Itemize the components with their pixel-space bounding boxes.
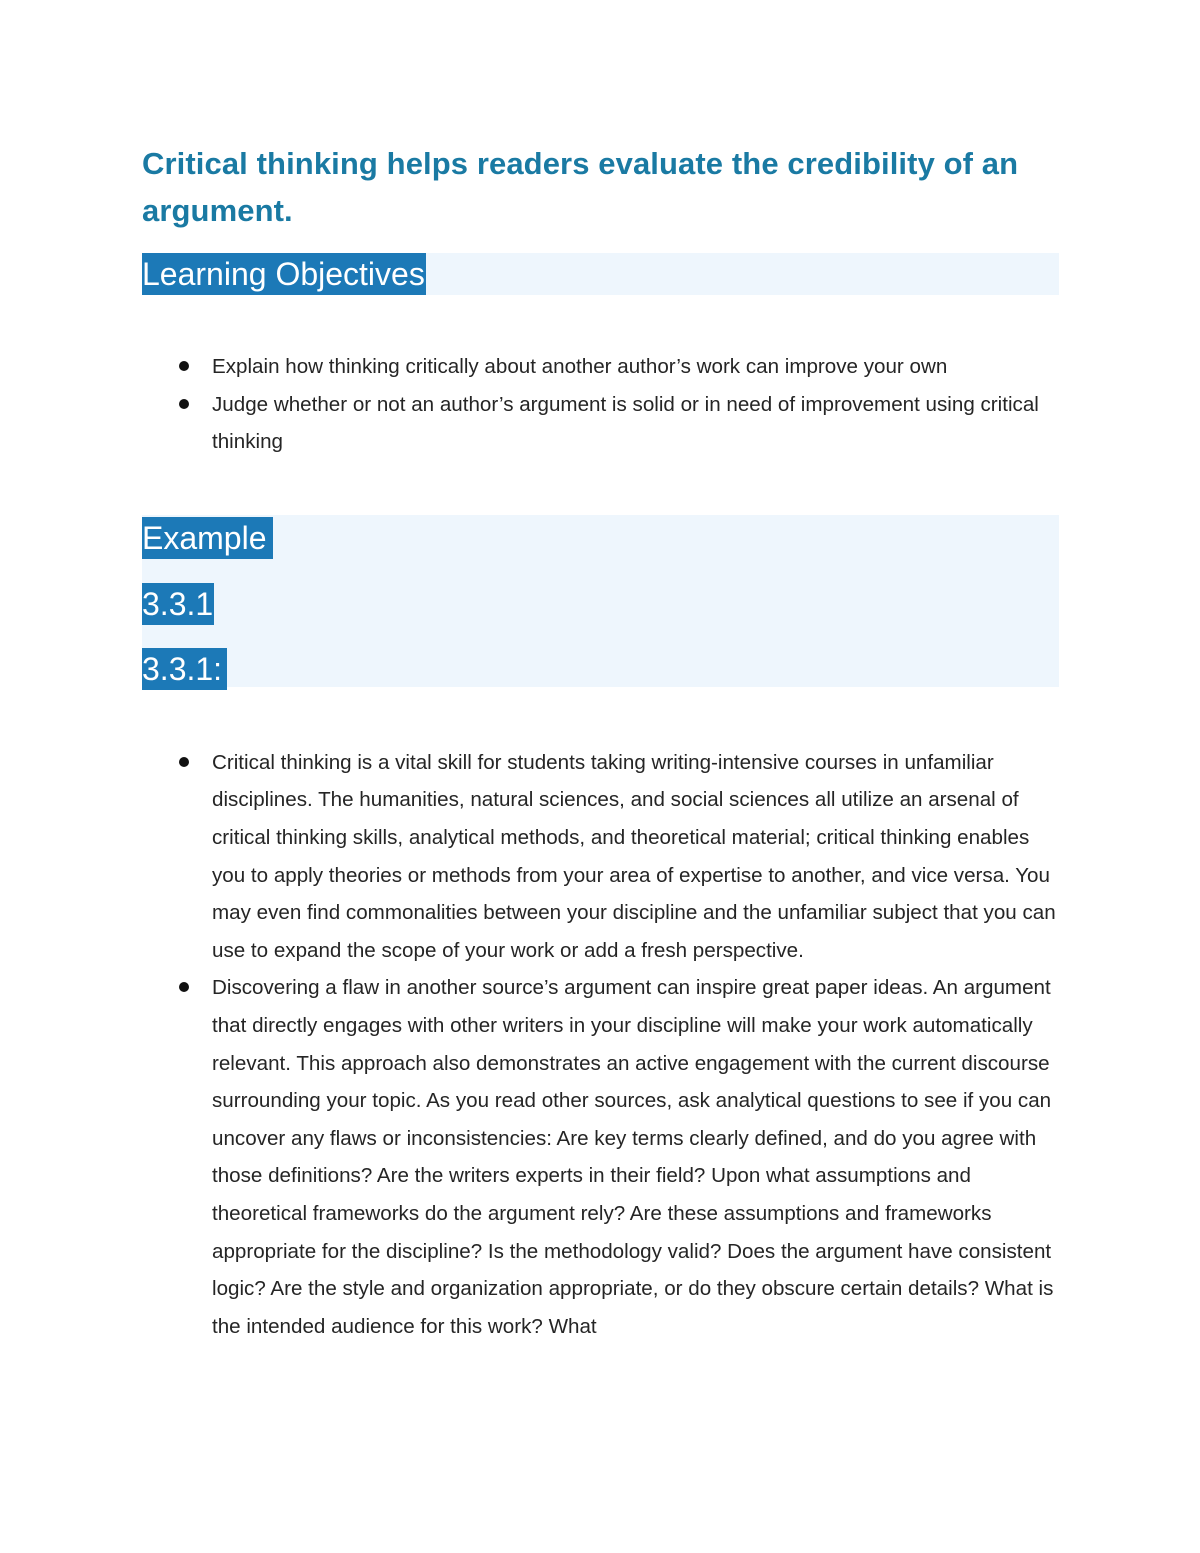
example-band xyxy=(142,515,1059,687)
bullet-icon xyxy=(179,982,189,992)
list-item xyxy=(142,348,1059,386)
learning-objectives-heading: Learning Objectives xyxy=(142,253,426,295)
bullet-icon xyxy=(179,399,189,409)
example-number: 3.3.1 xyxy=(142,583,214,625)
example-number-with-colon xyxy=(142,648,227,690)
list-item xyxy=(142,744,1059,970)
document-page xyxy=(142,140,1059,1345)
list-item-text: Discovering a flaw in another source’s argument can inspire great paper ideas. An argument that directly engages with other writers in your discipline will make your work automatically relevant. This approach also demonstrates an active engagement with the current discourse surrounding your topic. As you read other sources, ask analytical questions to see if you can uncover any flaws or inconsistencies: Are key terms clearly defined, and do you agree with those definitions? Are the writers experts in their field? Upon what assumptions and theoretical frameworks do the argument rely? Are these assumptions and frameworks appropriate for the discipline? Is the methodology valid? Does the argument have consistent logic? Are the style and organization appropriate, or do they obscure certain details? What is the intended audience for this work? What xyxy=(212,976,1054,1338)
list-item-text: Critical thinking is a vital skill for students taking writing-intensive courses in unfamiliar disciplines. The humanities, natural sciences, and social sciences all utilize an arsenal of critical thinking skills, analytical methods, and theoretical material; critical thinking enables you to apply theories or methods from your area of expertise to another, and vice versa. You may even find commonalities between your discipline and the unfamiliar subject that you can use to expand the scope of your work or add a fresh perspective. xyxy=(212,750,1056,962)
bullet-icon xyxy=(179,361,189,371)
bullet-icon xyxy=(179,757,189,767)
page-title: Critical thinking helps readers evaluate the credibility of an argument. xyxy=(142,146,1019,228)
list-item xyxy=(142,386,1059,461)
list-item-text: Judge whether or not an author’s argument is solid or in need of improvement using critical thinking xyxy=(212,392,1039,454)
learning-objectives-band xyxy=(142,253,1059,295)
learning-objectives-list xyxy=(142,348,1059,461)
list-item xyxy=(142,969,1059,1345)
list-item-text: Explain how thinking critically about another author’s work can improve your own xyxy=(212,355,948,378)
example-heading: Example xyxy=(142,517,273,559)
text-cursor xyxy=(223,648,226,690)
example-list xyxy=(142,744,1059,1346)
example-number-text: 3.3.1: xyxy=(142,650,223,687)
